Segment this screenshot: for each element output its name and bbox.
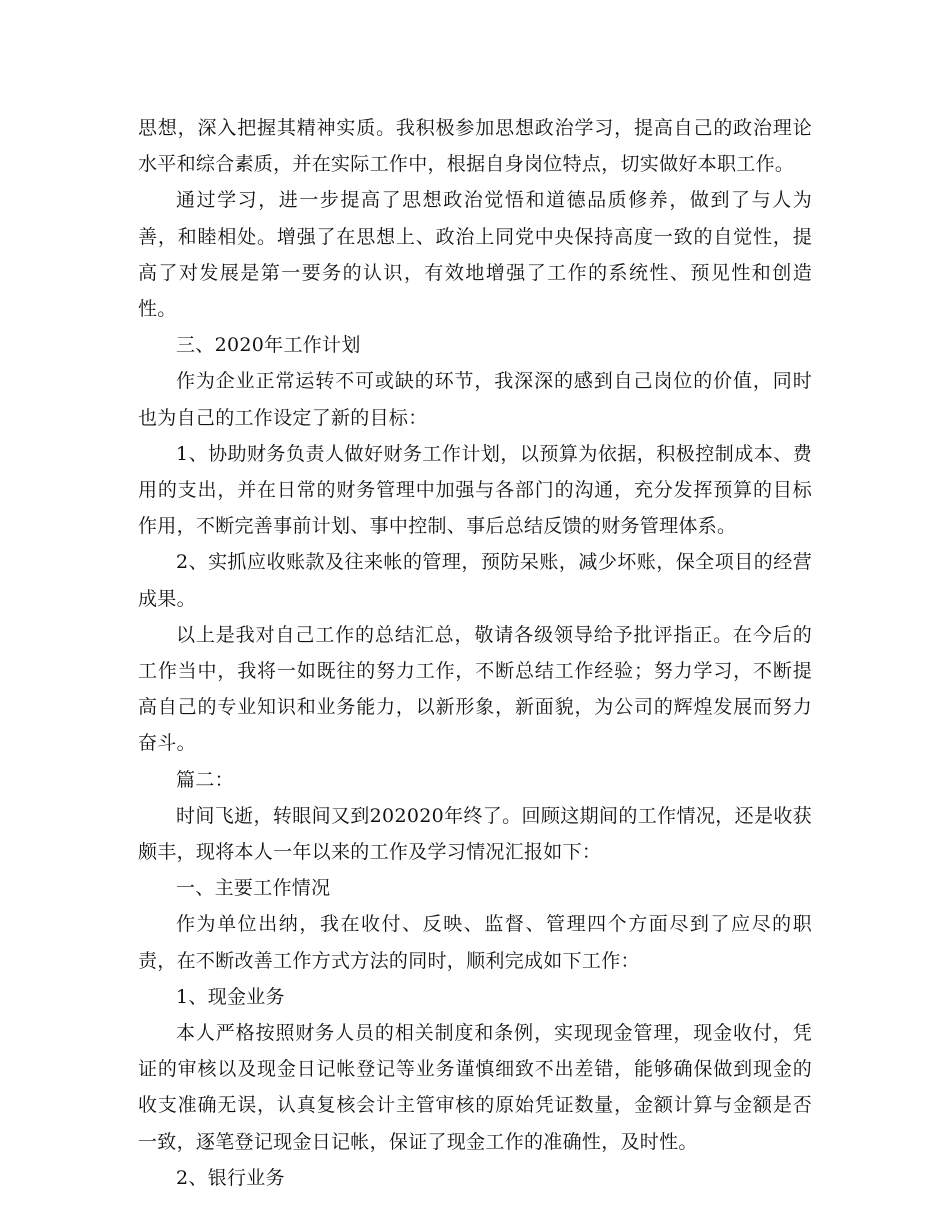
paragraph-2: 通过学习，进一步提高了思想政治觉悟和道德品质修养，做到了与人为善，和睦相处。增强了在思想上、政治上同党中央保持高度一致的自觉性，提高了对发展是第一要务的认识，有效地增强了工作的系统性、预见性和创造性。 — [138, 189, 812, 321]
paragraph-4: 作为企业正常运转不可或缺的环节，我深深的感到自己岗位的价值，同时也为自己的工作设定了新的目标： — [138, 370, 812, 429]
paragraph-1: 思想，深入把握其精神实质。我积极参加思想政治学习，提高自己的政治理论水平和综合素质，并在实际工作中，根据自身岗位特点，切实做好本职工作。 — [138, 117, 812, 176]
paragraph-7: 以上是我对自己工作的总结汇总，敬请各级领导给予批评指正。在今后的工作当中，我将一如既往的努力工作，不断总结工作经验；努力学习，不断提高自己的专业知识和业务能力，以新形象，新面貌，为公司的辉煌发展而努力奋斗。 — [138, 623, 812, 755]
plan-item-1: 1、协助财务负责人做好财务工作计划，以预算为依据，积极控制成本、费用的支出，并在日常的财务管理中加强与各部门的沟通，充分发挥预算的目标作用，不断完善事前计划、事中控制、事后总结反馈的财务管理体系。 — [138, 442, 812, 538]
subsection-heading-cash: 1、现金业务 — [176, 985, 285, 1008]
section-heading-main-work: 一、主要工作情况 — [176, 877, 331, 900]
paragraph-13: 本人严格按照财务人员的相关制度和条例，实现现金管理，现金收付，凭证的审核以及现金日记帐登记等业务谨慎细致不出差错，能够确保做到现金的收支准确无误，认真复核会计主管审核的原始凭证数量，金额计算与金额是否一致，逐笔登记现金日记帐，保证了现金工作的准确性，及时性。 — [138, 1022, 812, 1153]
paragraph-9: 时间飞逝，转眼间又到202020年终了。回顾这期间的工作情况，还是收获颇丰，现将本人一年以来的工作及学习情况汇报如下： — [138, 804, 812, 864]
section-heading-work-plan: 三、2020年工作计划 — [176, 334, 361, 357]
subsection-heading-bank: 2、银行业务 — [176, 1166, 285, 1189]
plan-item-2: 2、实抓应收账款及往来帐的管理，预防呆账，减少坏账，保全项目的经营成果。 — [138, 551, 812, 610]
chapter-heading-part-two: 篇二： — [176, 768, 234, 791]
paragraph-11: 作为单位出纳，我在收付、反映、监督、管理四个方面尽到了应尽的职责，在不断改善工作方式方法的同时，顺利完成如下工作： — [138, 913, 812, 972]
document-page — [138, 110, 812, 1196]
